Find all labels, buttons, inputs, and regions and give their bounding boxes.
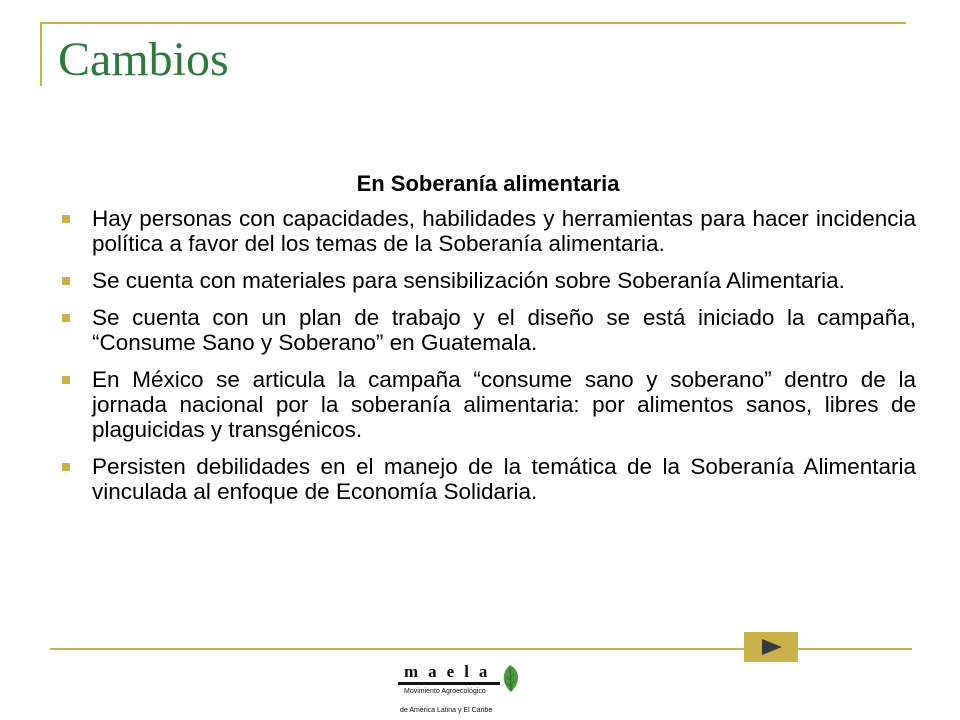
slide-title: Cambios — [58, 33, 229, 86]
play-triangle-icon[interactable] — [762, 639, 782, 655]
bullet-text: Persisten debilidades en el manejo de la temática de la Soberanía Alimentaria vinculada al enfoque de Economía Solidaria. — [92, 454, 916, 504]
maela-logo — [398, 662, 528, 718]
bullet-square-icon — [62, 314, 70, 322]
bullet-list — [60, 206, 916, 516]
bullet-square-icon — [62, 215, 70, 223]
bullet-item — [60, 367, 916, 442]
bullet-square-icon — [62, 463, 70, 471]
left-border-line — [40, 22, 42, 86]
bullet-text: Se cuenta con un plan de trabajo y el diseño se está iniciado la campaña, “Consume Sano y Soberano” en Guatemala. — [92, 305, 916, 355]
bullet-item — [60, 305, 916, 355]
bullet-square-icon — [62, 277, 70, 285]
bullet-square-icon — [62, 376, 70, 384]
bullet-text: Hay personas con capacidades, habilidades y herramientas para hacer incidencia política a favor del los temas de la Soberanía alimentaria. — [92, 206, 916, 256]
slide-subtitle: En Soberanía alimentaria — [356, 171, 620, 196]
logo-wordmark: maela — [404, 662, 498, 681]
logo-caption-line-1: Movimiento Agroecológico — [404, 688, 486, 695]
logo-underline — [398, 682, 500, 685]
leaf-icon — [498, 664, 522, 694]
bullet-item — [60, 268, 916, 293]
bullet-text: Se cuenta con materiales para sensibilización sobre Soberanía Alimentaria. — [92, 268, 845, 293]
logo-caption-line-2: de América Latina y El Caribe — [400, 707, 493, 714]
bullet-item — [60, 454, 916, 504]
bullet-text: En México se articula la campaña “consume sano y soberano” dentro de la jornada nacional por la soberanía alimentaria: por alimentos sanos, libres de plaguicidas y transgénicos. — [92, 367, 916, 442]
top-border-line — [40, 22, 906, 24]
next-slide-button[interactable] — [744, 632, 798, 662]
bullet-item — [60, 206, 916, 256]
